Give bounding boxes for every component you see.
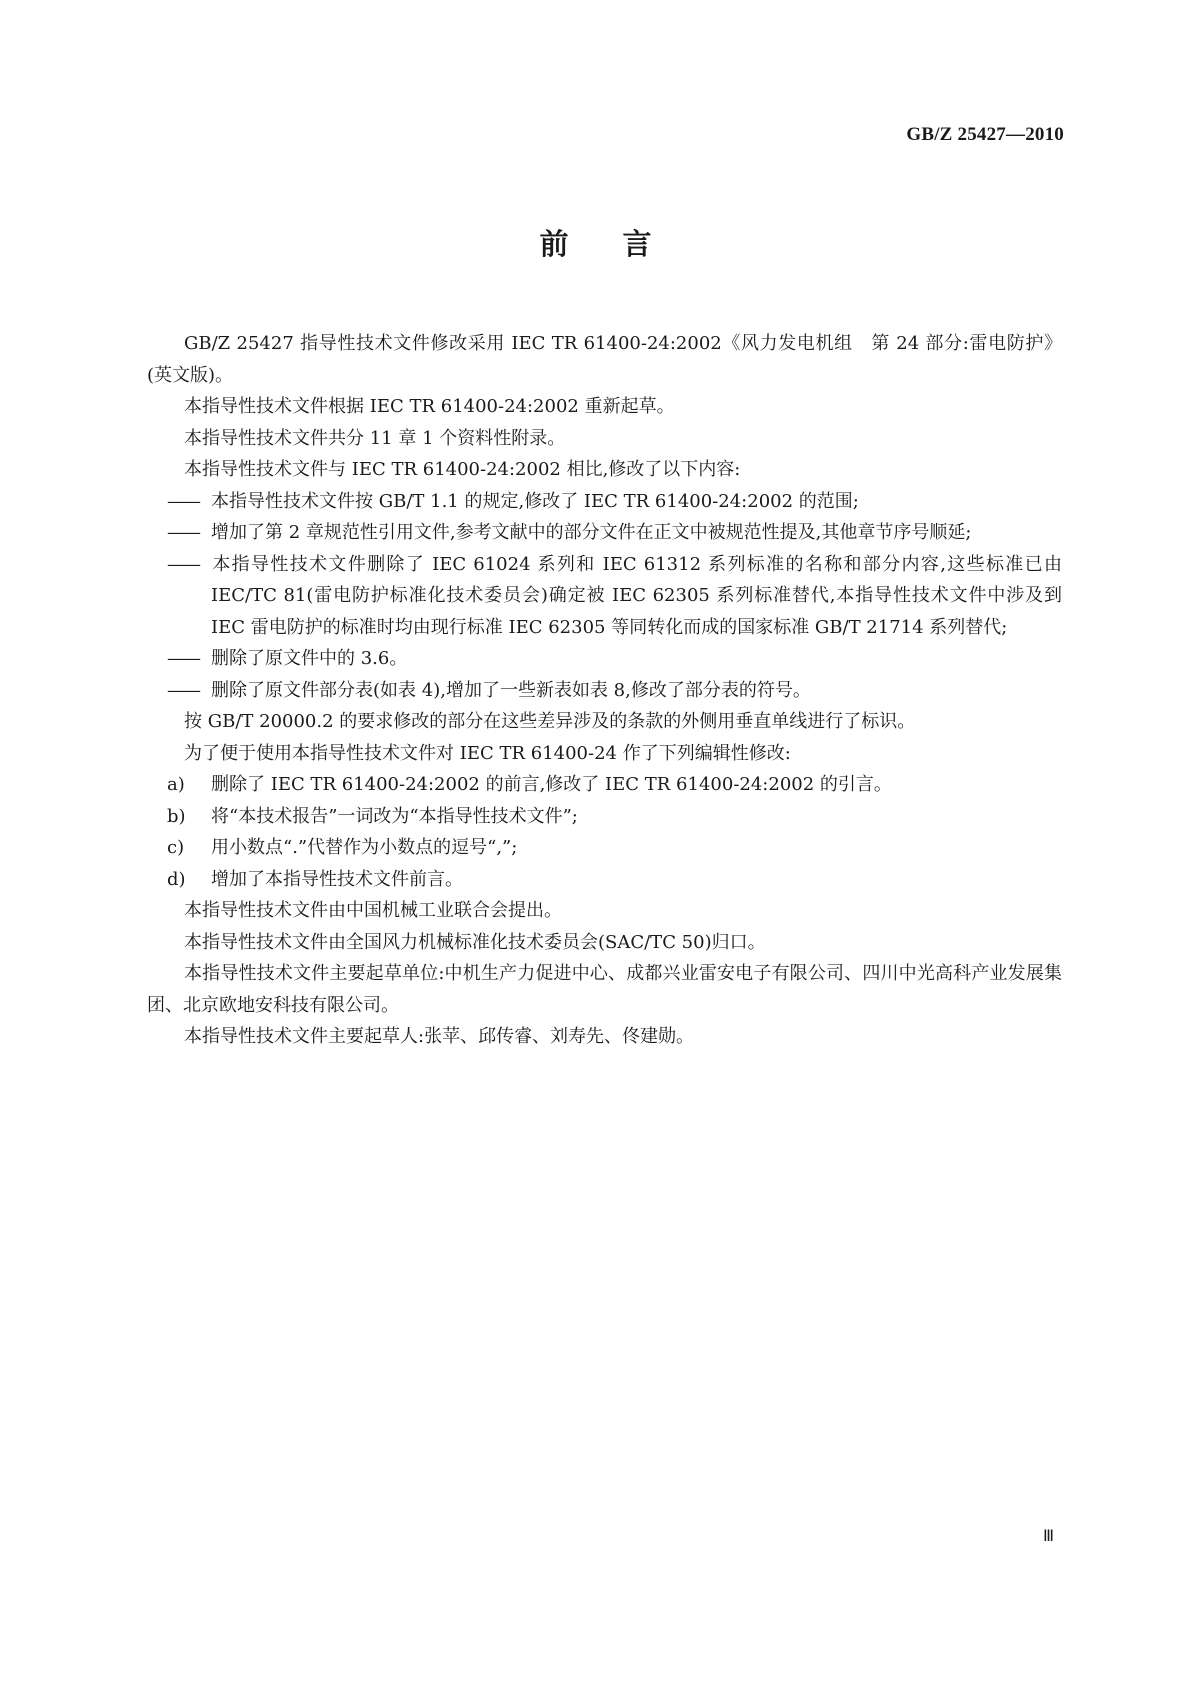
list-item — [147, 643, 1062, 675]
paragraph-redrafted: 本指导性技术文件根据 IEC TR 61400-24:2002 重新起草。 — [184, 396, 675, 417]
list-item-text: 增加了第 2 章规范性引用文件,参考文献中的部分文件在正文中被规范性提及,其他章节序号顺延; — [211, 522, 972, 543]
dash-marker: —— — [167, 648, 199, 669]
paragraph-drafting-units: 本指导性技术文件主要起草单位:中机生产力促进中心、成都兴业雷安电子有限公司、四川中光高科产业发展集团、北京欧地安科技有限公司。 — [147, 963, 1062, 1016]
list-item-text: 删除了原文件部分表(如表 4),增加了一些新表如表 8,修改了部分表的符号。 — [211, 679, 811, 701]
list-item-text: 增加了本指导性技术文件前言。 — [211, 868, 463, 890]
paragraph-committee: 本指导性技术文件由全国风力机械标准化技术委员会(SAC/TC 50)归口。 — [184, 931, 766, 953]
paragraph-changes-intro: 本指导性技术文件与 IEC TR 61400-24:2002 相比,修改了以下内容: — [184, 459, 741, 480]
dash-marker: —— — [167, 522, 199, 543]
list-item — [147, 675, 1062, 707]
list-marker: a) — [167, 774, 185, 795]
document-code: GB/Z 25427—2010 — [906, 124, 1064, 145]
paragraph-drafters: 本指导性技术文件主要起草人:张苹、邱传睿、刘寿先、佟建勋。 — [184, 1026, 695, 1047]
paragraph-adoption: GB/Z 25427 指导性技术文件修改采用 IEC TR 61400-24:2002《风力发电机组 第 24 部分:雷电防护》(英文版)。 — [147, 333, 1062, 386]
list-item — [147, 549, 1062, 644]
foreword-body — [147, 328, 1062, 1053]
list-item-text: 用小数点“.”代替作为小数点的逗号“,”; — [211, 837, 518, 858]
dash-marker: —— — [167, 490, 199, 512]
list-item — [147, 769, 1062, 801]
paragraph-editorial-intro: 为了便于使用本指导性技术文件对 IEC TR 61400-24 作了下列编辑性修改: — [184, 742, 791, 764]
paragraph-marking: 按 GB/T 20000.2 的要求修改的部分在这些差异涉及的条款的外侧用垂直单线进行了标识。 — [184, 711, 916, 732]
list-marker: d) — [167, 868, 186, 890]
dash-marker: —— — [167, 553, 199, 575]
list-item-text: 本指导性技术文件删除了 IEC 61024 系列和 IEC 61312 系列标准的名称和部分内容,这些标准已由 IEC/TC 81(雷电防护标准化技术委员会)确定被 IEC 62305 系列标准替代,本指导性技术文件中涉及到 IEC 雷电防护的标准时均由现行标准 IEC 62305 等同转化而成的国家标准 GB/T 21714 系列替代; — [211, 553, 1062, 638]
page-number: Ⅲ — [1042, 1528, 1054, 1545]
list-item — [147, 517, 1062, 549]
list-item — [147, 832, 1062, 864]
page-title: 前言 — [539, 227, 706, 261]
list-item — [147, 486, 1062, 518]
list-item — [147, 801, 1062, 833]
list-item — [147, 864, 1062, 896]
list-item-text: 将“本技术报告”一词改为“本指导性技术文件”; — [211, 805, 578, 827]
list-item-text: 本指导性技术文件按 GB/T 1.1 的规定,修改了 IEC TR 61400-24:2002 的范围; — [211, 490, 859, 512]
paragraph-proposer: 本指导性技术文件由中国机械工业联合会提出。 — [184, 900, 562, 921]
list-marker: c) — [167, 837, 185, 858]
paragraph-structure: 本指导性技术文件共分 11 章 1 个资料性附录。 — [184, 427, 566, 449]
list-marker: b) — [167, 805, 186, 827]
list-item-text: 删除了 IEC TR 61400-24:2002 的前言,修改了 IEC TR 61400-24:2002 的引言。 — [211, 774, 892, 795]
dash-marker: —— — [167, 679, 199, 701]
list-item-text: 删除了原文件中的 3.6。 — [211, 648, 408, 669]
